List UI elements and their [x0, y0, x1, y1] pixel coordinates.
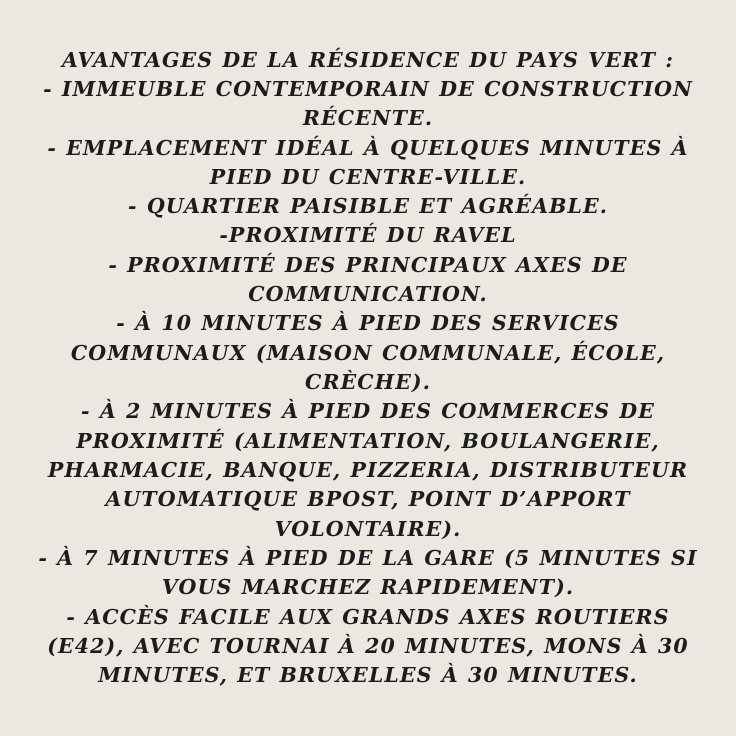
advantages-text-block [36, 46, 700, 691]
advantage-item: - IMMEUBLE CONTEMPORAIN DE CONSTRUCTION RÉCENTE. [43, 76, 693, 131]
advantage-item: - À 2 MINUTES À PIED DES COMMERCES DE PROXIMITÉ (ALIMENTATION, BOULANGERIE, PHARMACIE, BANQUE, PIZZERIA, DISTRIBUTEUR AUTOMATIQUE BPOST, POINT D’APPORT VOLONTAIRE). [47, 399, 689, 541]
advantage-item: - À 7 MINUTES À PIED DE LA GARE (5 MINUTES SI VOUS MARCHEZ RAPIDEMENT). [38, 545, 698, 600]
advantage-item: -PROXIMITÉ DU RAVEL [219, 223, 517, 248]
poster-heading: AVANTAGES DE LA RÉSIDENCE DU PAYS VERT : [61, 47, 675, 72]
advantage-item: - QUARTIER PAISIBLE ET AGRÉABLE. [128, 194, 608, 219]
advantage-item: - PROXIMITÉ DES PRINCIPAUX AXES DE COMMUNICATION. [108, 252, 628, 307]
advantage-item: - ACCÈS FACILE AUX GRANDS AXES ROUTIERS (E42), AVEC TOURNAI À 20 MINUTES, MONS À 30 MINUTES, ET BRUXELLES À 30 MINUTES. [47, 604, 689, 688]
advantage-item: - EMPLACEMENT IDÉAL À QUELQUES MINUTES À PIED DU CENTRE-VILLE. [47, 135, 689, 189]
advantage-item: - À 10 MINUTES À PIED DES SERVICES COMMUNAUX (MAISON COMMUNALE, ÉCOLE, CRÈCHE). [70, 311, 666, 394]
